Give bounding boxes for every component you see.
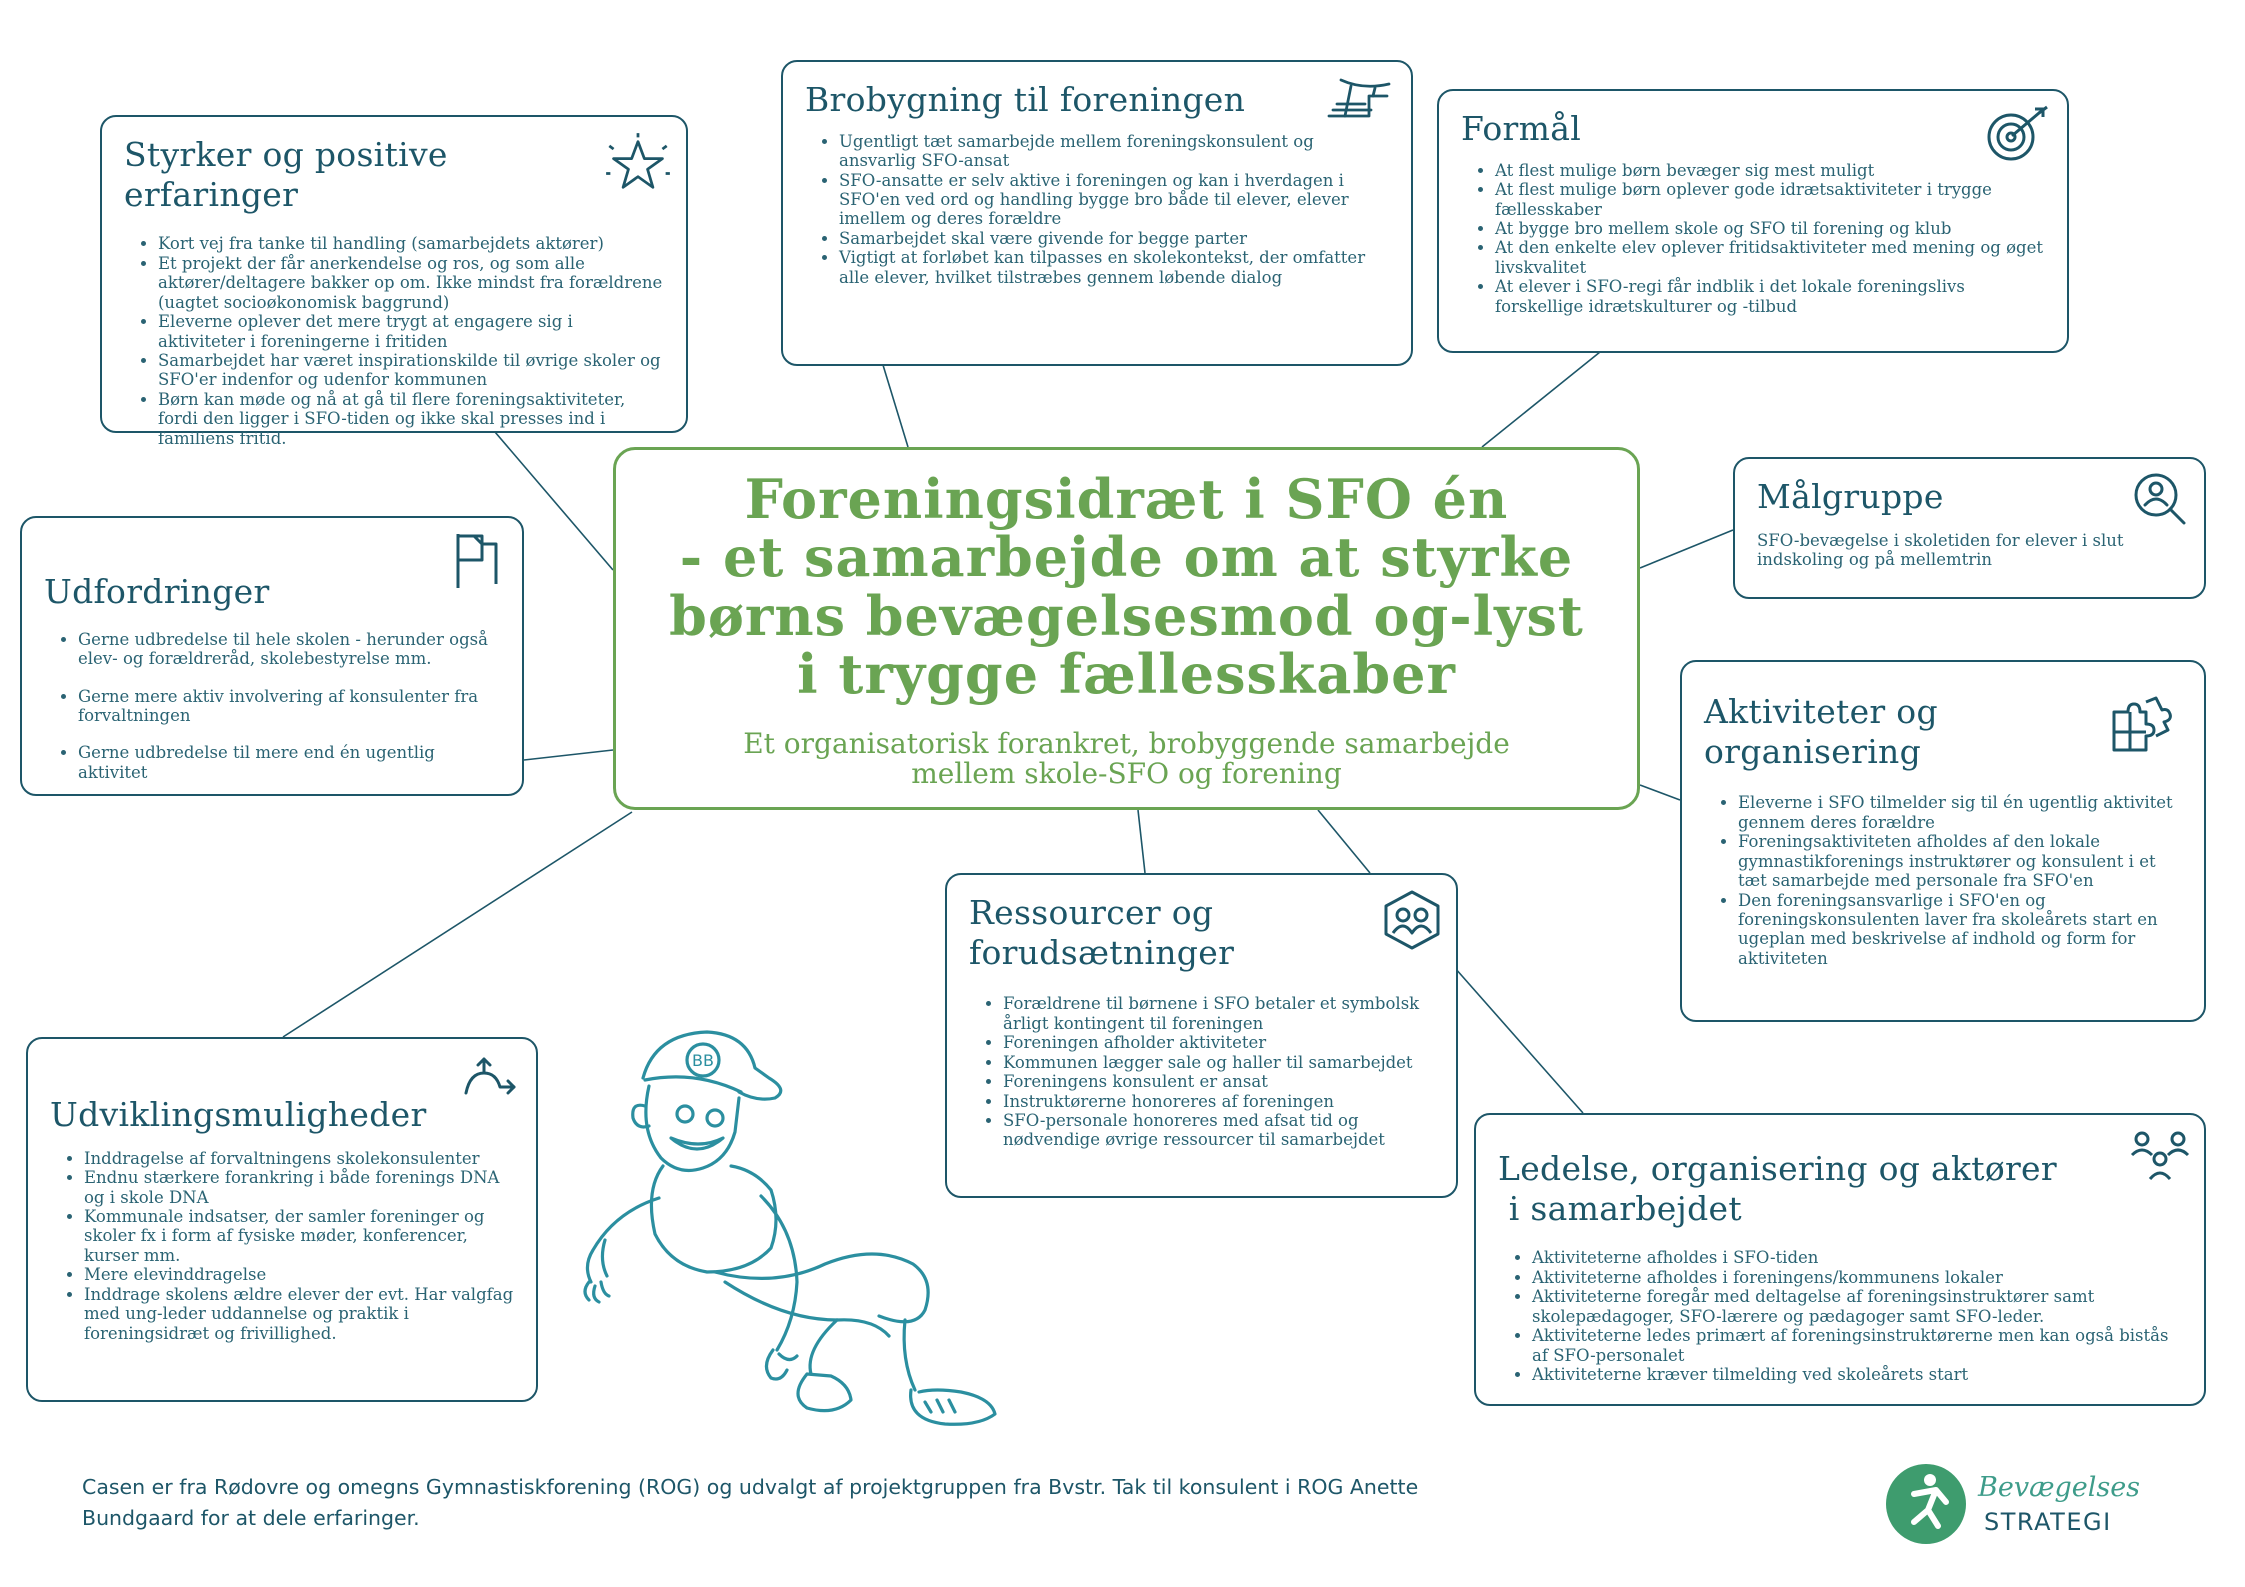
- udfordringer-list: [44, 630, 500, 783]
- center-title: Foreningsidræt i SFO én - et samarbejde om at styrke børns bevægelsesmod og-lyst i trygge fællesskaber: [669, 467, 1584, 706]
- list-item: • Foreningen afholder aktiviteter: [1003, 1033, 1434, 1052]
- list-item: • Endnu stærkere forankring i både forenings DNA og i skole DNA: [84, 1168, 514, 1207]
- connector-aktiviteter: [1640, 785, 1680, 800]
- footer-credit: Casen er fra Rødovre og omegns Gymnastiskforening (ROG) og udvalgt af projektgruppen fra Bvstr. Tak til konsulent i ROG Anette Bundgaard for at dele erfaringer.: [82, 1475, 1419, 1530]
- connector-formaal: [1482, 352, 1600, 447]
- box-title: Målgruppe: [1757, 477, 1944, 516]
- logo-text-line2: STRATEGI: [1984, 1508, 2112, 1536]
- connector-brobygning: [883, 365, 908, 447]
- brobygning-list: [805, 132, 1389, 288]
- list-item: • SFO-ansatte er selv aktive i foreningen og kan i hverdagen i SFO'en ved ord og handling bygge bro både til elever, elever imellem og deres forældre: [839, 171, 1389, 229]
- list-item: • Aktiviteterne afholdes i foreningens/kommunens lokaler: [1532, 1268, 2182, 1287]
- center-subtitle: Et organisatorisk forankret, brobyggende samarbejde mellem skole-SFO og forening: [743, 727, 1510, 790]
- udvikling-list: [50, 1149, 514, 1344]
- flag-icon: [452, 530, 504, 592]
- ledelse-list: [1498, 1248, 2182, 1384]
- list-item: • Aktiviteterne afholdes i SFO-tiden: [1532, 1248, 2182, 1267]
- list-item: • Samarbejdet har været inspirationskilde til øvrige skoler og SFO'er indenfor og udenfor kommunen: [158, 351, 664, 390]
- list-item: • Aktiviteterne kræver tilmelding ved skoleårets start: [1532, 1365, 2182, 1384]
- list-item: • Gerne udbredelse til hele skolen - herunder også elev- og forældreråd, skolebestyrelse mm.: [78, 630, 500, 669]
- list-item: • Instruktørerne honoreres af foreningen: [1003, 1092, 1434, 1111]
- box-aktiviteter: [1680, 660, 2206, 1022]
- list-item: • At den enkelte elev oplever fritidsaktiviteter med mening og øget livskvalitet: [1495, 238, 2045, 277]
- box-formaal: [1437, 89, 2069, 353]
- box-ledelse: [1474, 1113, 2206, 1406]
- formaal-list: [1461, 161, 2045, 317]
- box-title: Aktiviteter og organisering: [1704, 692, 1938, 771]
- list-item: • Foreningsaktiviteten afholdes af den lokale gymnastikforenings instruktører og konsulent i et tæt samarbejde med personale fra SFO'en: [1738, 832, 2182, 890]
- list-item: • Et projekt der får anerkendelse og ros, og som alle aktører/deltagere bakker op om. Ikke mindst fra forældrene (uagtet socioøkonomisk baggrund): [158, 254, 664, 312]
- list-item: • Samarbejdet skal være givende for begge parter: [839, 229, 1389, 248]
- connector-udfordringer: [524, 750, 613, 760]
- list-item: • Kommunale indsatser, der samler foreninger og skoler fx i form af fysiske møder, konferencer, kurser mm.: [84, 1207, 514, 1265]
- magnifier-person-icon: [2130, 469, 2190, 529]
- box-maalgruppe: [1733, 457, 2206, 599]
- list-item: • Aktiviteterne foregår med deltagelse af foreningsinstruktører samt skolepædagoger, SFO-lærere og pædagoger samt SFO-leder.: [1532, 1287, 2182, 1326]
- box-udvikling: [26, 1037, 538, 1402]
- list-item: • At bygge bro mellem skole og SFO til forening og klub: [1495, 219, 2045, 238]
- kid-illustration: [575, 1020, 1105, 1440]
- people-hexagon-icon: [1382, 889, 1442, 951]
- cap-text: BB: [692, 1051, 714, 1070]
- list-item: • Forældrene til børnene i SFO betaler et symbolsk årligt kontingent til foreningen: [1003, 994, 1434, 1033]
- box-title: Ledelse, organisering og aktører i samarbejdet: [1498, 1149, 2057, 1228]
- list-item: • Inddrage skolens ældre elever der evt. Har valgfag med ung-leder uddannelse og praktik i foreningsidræt og frivillighed.: [84, 1285, 514, 1343]
- list-item: • Vigtigt at forløbet kan tilpasses en skolekontekst, der omfatter alle elever, hvilket tilstræbes gennem løbende dialog: [839, 248, 1389, 287]
- logo-text-line1: Bevægelses: [1978, 1472, 2141, 1503]
- aktiviteter-list: [1704, 793, 2182, 968]
- box-title: Udviklingsmuligheder: [50, 1095, 427, 1134]
- box-title: Udfordringer: [44, 572, 270, 611]
- list-item: • At flest mulige børn bevæger sig mest muligt: [1495, 161, 2045, 180]
- list-item: • Kort vej fra tanke til handling (samarbejdets aktører): [158, 234, 664, 253]
- box-title: Formål: [1461, 109, 1582, 148]
- list-item: • Gerne mere aktiv involvering af konsulenter fra forvaltningen: [78, 687, 500, 726]
- list-item: • Foreningens konsulent er ansat: [1003, 1072, 1434, 1091]
- styrker-list: [124, 234, 664, 448]
- bevaegelsesstrategi-logo: [1884, 1462, 2144, 1554]
- box-brobygning: [781, 60, 1413, 366]
- box-title: Brobygning til foreningen: [805, 80, 1246, 119]
- connector-ressourcer-a: [1138, 810, 1145, 873]
- star-icon: [604, 131, 672, 199]
- list-item: • Inddragelse af forvaltningens skolekonsulenter: [84, 1149, 514, 1168]
- group-icon: [2130, 1129, 2190, 1185]
- list-item: • SFO-personale honoreres med afsat tid og nødvendige øvrige ressourcer til samarbejdet: [1003, 1111, 1434, 1150]
- list-item: • Aktiviteterne ledes primært af foreningsinstruktørerne men kan også bistås af SFO-personalet: [1532, 1326, 2182, 1365]
- connector-udvikling: [283, 812, 632, 1037]
- list-item: • At flest mulige børn oplever gode idrætsaktiviteter i trygge fællesskaber: [1495, 180, 2045, 219]
- list-item: • Gerne udbredelse til mere end én ugentlig aktivitet: [78, 743, 500, 782]
- center-title-box: [613, 447, 1640, 810]
- puzzle-icon: [2110, 696, 2174, 754]
- box-styrker: [100, 115, 688, 448]
- maalgruppe-text: SFO-bevægelse i skoletiden for elever i slut indskoling og på mellemtrin: [1757, 530, 2124, 570]
- logo-mark-icon: [1884, 1462, 1968, 1546]
- target-icon: [1983, 103, 2053, 165]
- arrow-up-icon: [462, 1053, 520, 1103]
- connector-ressourcer-b: [1318, 810, 1370, 873]
- list-item: • Kommunen lægger sale og haller til samarbejdet: [1003, 1053, 1434, 1072]
- list-item: • Mere elevinddragelse: [84, 1265, 514, 1284]
- connector-maalgruppe: [1640, 530, 1733, 568]
- list-item: • Ugentligt tæt samarbejde mellem foreningskonsulent og ansvarlig SFO-ansat: [839, 132, 1389, 171]
- connector-ledelse: [1455, 968, 1583, 1113]
- box-udfordringer: [20, 516, 524, 796]
- bridge-icon: [1323, 72, 1397, 130]
- list-item: • Børn kan møde og nå at gå til flere foreningsaktiviteter, fordi den ligger i SFO-tiden og ikke skal presses ind i familiens fritid.: [158, 390, 664, 448]
- list-item: • Eleverne oplever det mere trygt at engagere sig i aktiviteter i foreningerne i fritiden: [158, 312, 664, 351]
- box-title: Styrker og positive erfaringer: [124, 135, 448, 214]
- box-title: Ressourcer og forudsætninger: [969, 893, 1235, 972]
- list-item: • Eleverne i SFO tilmelder sig til én ugentlig aktivitet gennem deres forældre: [1738, 793, 2182, 832]
- list-item: • Den foreningsansvarlige i SFO'en og foreningskonsulenten laver fra skoleårets start en ugeplan med beskrivelse af indhold og form for aktiviteten: [1738, 891, 2182, 969]
- list-item: • At elever i SFO-regi får indblik i det lokale foreningslivs forskellige idrætskulturer og -tilbud: [1495, 277, 2045, 316]
